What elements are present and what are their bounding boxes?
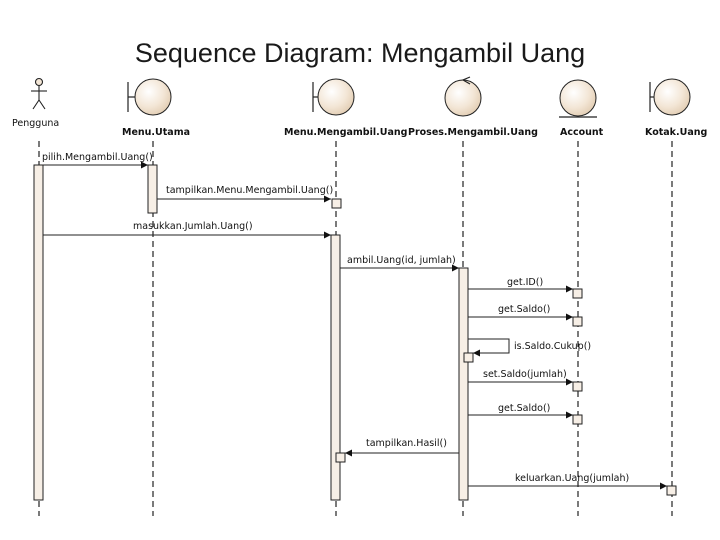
message-label: keluarkan.Uang(jumlah) [515,473,630,484]
message-label: get.Saldo() [498,403,551,414]
execution-box [667,486,676,495]
object-account [559,80,604,138]
boundary-icon [313,79,354,115]
message-5 [468,277,573,289]
message-10 [345,438,459,453]
message-9 [468,403,573,415]
message-label: masukkan.Jumlah.Uang() [133,221,253,232]
object-label: Proses.Mengambil.Uang [408,127,538,138]
message-label: get.ID() [507,277,544,288]
object-kotak-uang [645,79,707,138]
message-1 [42,152,153,165]
message-8 [468,369,573,382]
message-label: tampilkan.Menu.Mengambil.Uang() [166,185,334,196]
diagram-title: Sequence Diagram: Mengambil Uang [134,38,586,68]
execution-box [464,353,473,362]
object-label: Account [560,127,604,138]
execution-box [573,382,582,391]
control-icon [445,77,481,116]
activation-pengguna [34,165,43,500]
object-proses-mengambil-uang [408,77,538,138]
stick-figure-icon [31,79,47,110]
message-2 [157,185,333,199]
message-6 [468,304,573,317]
boundary-icon [128,79,171,115]
message-3 [43,221,331,235]
object-label: Menu.Mengambil.Uang [284,127,408,138]
actor-label: Pengguna [12,118,60,129]
message-label: is.Saldo.Cukup() [514,341,592,352]
message-4 [340,255,459,268]
execution-box [332,199,341,208]
execution-box [573,289,582,298]
actor-pengguna [12,79,59,130]
message-11 [468,473,667,486]
entity-icon [559,80,597,117]
message-label: tampilkan.Hasil() [366,438,447,449]
message-label: ambil.Uang(id, jumlah) [347,255,456,266]
activation-proses-mengambil-uang [459,268,468,500]
object-label: Menu.Utama [122,127,191,138]
boundary-icon [650,79,690,115]
message-label: set.Saldo(jumlah) [483,369,567,380]
execution-box [336,453,345,462]
object-menu-utama [122,79,190,138]
activation-menu-utama [148,165,157,213]
execution-box [573,415,582,424]
object-label: Kotak.Uang [645,127,708,138]
message-7-self [468,339,591,353]
message-label: pilih.Mengambil.Uang() [42,152,153,163]
message-label: get.Saldo() [498,304,551,315]
object-menu-mengambil-uang [284,79,407,138]
execution-box [573,317,582,326]
